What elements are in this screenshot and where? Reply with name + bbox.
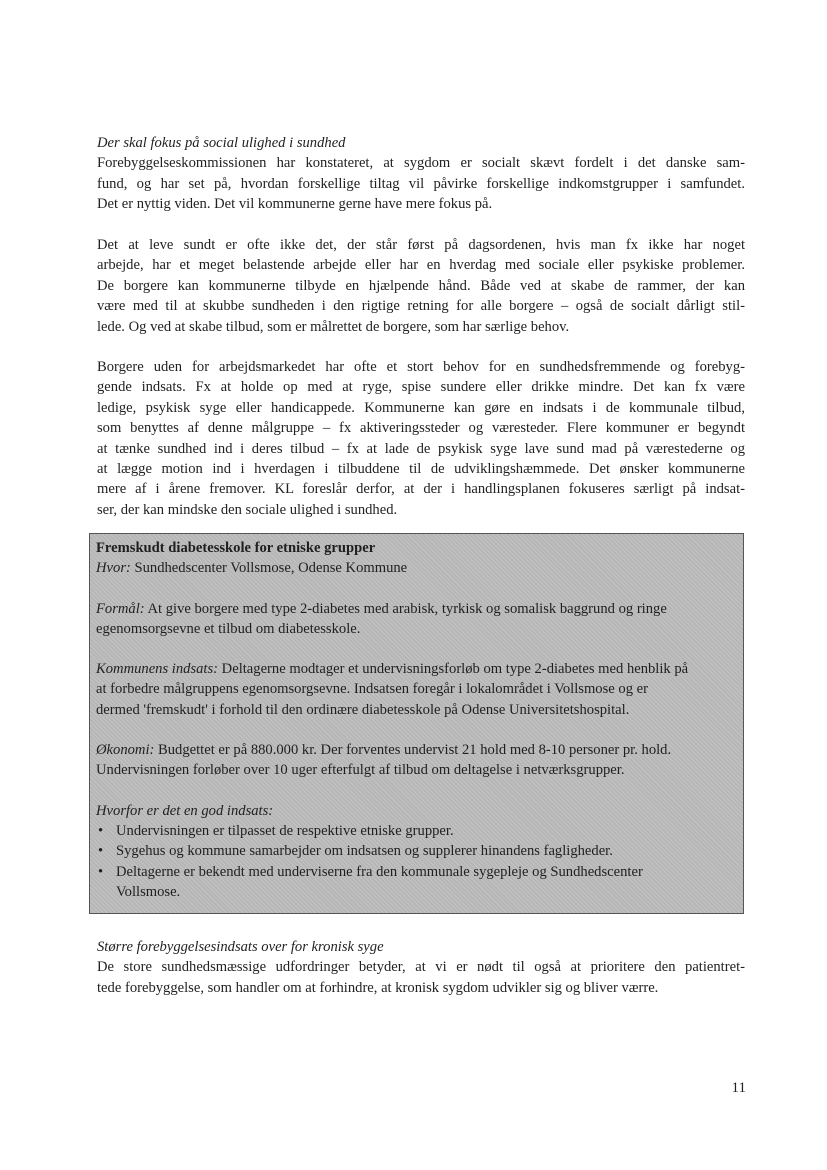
text-line: at lægge motion ind i hverdagen i tilbuddene til de udviklingshæmmede. Det ønsker kommunerne (97, 461, 745, 478)
economy-section (96, 740, 737, 781)
section-chronic-disease (97, 937, 745, 998)
municipal-effort-label: Kommunens indsats: (96, 661, 219, 678)
text-line: ledige, psykisk syge eller handicappede. Kommunerne kan gøre en indsats i de kommunale tilbud, (97, 399, 745, 416)
section-social-inequality (97, 133, 745, 215)
text-line: at tænke sundhed ind i deres tilbud – fx at lade de psykisk syge lave sund mad på værestederne og (97, 440, 745, 457)
bullet-icon: • (98, 843, 104, 860)
text-line: De borgere kan kommunerne tilbyde en hjælpende hånd. Både ved at skabe de rammer, der kan (97, 277, 745, 294)
text-line: De store sundhedsmæssige udfordringer betyder, at vi er nødt til også at prioritere den patientret- (97, 959, 745, 976)
spacer (96, 781, 737, 801)
purpose-text: egenomsorgsevne et tilbud om diabetesskole. (96, 620, 361, 637)
list-item-text: Deltagerne er bekendt med underviserne fra den kommunale sygepleje og Sundhedscenter (116, 863, 643, 880)
page-number: 11 (731, 1080, 746, 1096)
why-heading (96, 801, 737, 821)
box-title: Fremskudt diabetesskole for etniske grupper (96, 540, 376, 556)
purpose-section (96, 599, 737, 640)
economy-label: Økonomi: (96, 742, 155, 759)
text-line: være med til at skubbe sundheden i den rigtige retning for alle borgere – også de socialt dårligt stil- (97, 298, 745, 315)
text-line: Det at leve sundt er ofte ikke det, der står først på dagsordenen, hvis man fx ikke har noget (97, 237, 745, 253)
list-item-text: Undervisningen er tilpasset de respektive etniske grupper. (116, 822, 454, 839)
list-item (96, 821, 737, 841)
text-line: fund, og har set på, hvordan forskellige tiltag vil påvirke forskellige indkomstgrupper i samfundet. (97, 175, 745, 192)
paragraph (97, 153, 745, 214)
where-line (96, 558, 737, 578)
spacer (96, 579, 737, 599)
paragraph (97, 957, 745, 998)
section-heading: Der skal fokus på social ulighed i sundhed (97, 135, 346, 151)
text-line: lede. Og ved at skabe tilbud, som er målrettet de borgere, som har særlige behov. (97, 318, 570, 335)
text-line: tede forebyggelse, som handler om at forhindre, at kronisk sygdom udvikler sig og bliver værre. (97, 979, 659, 996)
list-item-text: Vollsmose. (116, 883, 181, 900)
list-item (96, 841, 737, 861)
where-label: Hvor: (96, 560, 131, 577)
text-line: Det er nyttig viden. Det vil kommunerne gerne have mere fokus på. (97, 196, 493, 213)
text-line: Forebyggelseskommissionen har konstateret, at sygdom er socialt skævt fordelt i det danske sam- (97, 155, 745, 172)
text-line: arbejde, har et meget belastende arbejde eller har en hverdag med sociale eller psykiske problemer. (97, 257, 745, 274)
economy-text: Budgettet er på 880.000 kr. Der forventes undervist 21 hold med 8-10 personer pr. hold. (154, 742, 672, 759)
purpose-label: Formål: (96, 600, 145, 617)
reasons-list (96, 821, 737, 902)
text-line: Borgere uden for arbejdsmarkedet har ofte et stort behov for en sundhedsfremmende og forebyg- (97, 359, 745, 375)
paragraph-block (97, 235, 745, 337)
text-line: mere af i årene fremover. KL foreslår derfor, at der i handlingsplanen fokuseres særligt på indsat- (97, 481, 745, 498)
where-text: Sundhedscenter Vollsmose, Odense Kommune (130, 560, 408, 577)
spacer (96, 720, 737, 740)
text-line: som benyttes af denne målgruppe – fx aktiveringssteder og væresteder. Flere kommuner er begyndt (97, 420, 745, 437)
paragraph-block (97, 357, 745, 520)
municipal-effort-text: Deltagerne modtager et undervisningsforløb om type 2-diabetes med henblik på (218, 661, 689, 678)
spacer (96, 639, 737, 659)
municipal-effort-text: at forbedre målgruppens egenomsorgsevne. Indsatsen foregår i lokalområdet i Vollsmose og er (96, 681, 648, 698)
text-line: gende indsats. Fx at holde op med at ryge, spise sundere eller drikke mindre. Det kan fx være (97, 379, 745, 396)
case-example-box (89, 533, 744, 914)
list-item-text: Sygehus og kommune samarbejder om indsatsen og supplerer hinandens fagligheder. (116, 843, 613, 860)
bullet-icon: • (98, 863, 104, 880)
paragraph (97, 357, 745, 520)
section-heading: Større forebyggelsesindsats over for kronisk syge (97, 939, 384, 955)
purpose-text: At give borgere med type 2-diabetes med arabisk, tyrkisk og somalisk baggrund og ringe (144, 600, 667, 617)
paragraph (97, 235, 745, 337)
economy-text: Undervisningen forløber over 10 uger efterfulgt af tilbud om deltagelse i netværksgrupper. (96, 762, 625, 779)
list-item (96, 862, 737, 903)
text-line: ser, der kan mindske den sociale ulighed i sundhed. (97, 501, 398, 518)
municipal-effort-section (96, 659, 737, 720)
bullet-icon: • (98, 822, 104, 839)
municipal-effort-text: dermed 'fremskudt' i forhold til den ordinære diabetesskole på Odense Universitetshospital. (96, 701, 630, 718)
why-label: Hvorfor er det en god indsats: (96, 802, 274, 819)
